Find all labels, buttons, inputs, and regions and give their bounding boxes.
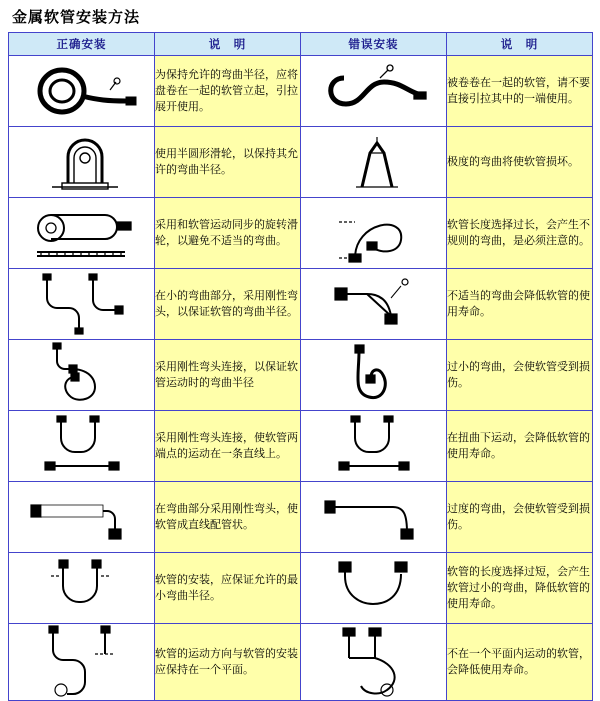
figure-installed-minimum-bend-radius	[9, 553, 155, 624]
table-row	[9, 482, 593, 553]
improper-tight-bend-at-fitting-icon	[301, 270, 446, 338]
description-text: 过小的弯曲，会使软管受到损伤。	[447, 340, 593, 411]
figure-hose-with-chain-and-pulley	[9, 198, 155, 269]
too-small-bend-radius-icon	[301, 341, 446, 409]
table-row	[9, 269, 593, 340]
coiled-hose-pulled-straight-icon	[301, 60, 446, 122]
table-header-row	[9, 33, 593, 56]
figure-motion-in-same-plane	[9, 624, 155, 701]
semicircular-guide-roller-icon	[9, 131, 154, 193]
figure-over-bent-straight-run	[301, 482, 447, 553]
installed-minimum-bend-radius-icon	[9, 556, 154, 620]
long-hose-irregular-loop-icon	[301, 202, 446, 264]
table-row	[9, 56, 593, 127]
rigid-elbow-small-bend-icon	[9, 270, 154, 338]
column-header-correct-install: 正确安装	[9, 33, 155, 56]
description-text: 软管的运动方向与软管的安装应保持在一个平面。	[155, 624, 301, 701]
description-text: 采用和软管运动同步的旋转滑轮，以避免不适当的弯曲。	[155, 198, 301, 269]
page-title: 金属软管安装方法	[12, 8, 141, 26]
description-text: 不适当的弯曲会降低软管的使用寿命。	[447, 269, 593, 340]
description-text: 不在一个平面内运动的软管，会降低使用寿命。	[447, 624, 593, 701]
excess-length-small-bend-icon	[301, 556, 446, 620]
description-text: 采用刚性弯头连接，以保证软管运动时的弯曲半径	[155, 340, 301, 411]
hose-with-chain-and-pulley-icon	[9, 202, 154, 264]
motion-in-same-plane-icon	[9, 624, 154, 700]
coiled-hose-on-reel-icon	[9, 60, 154, 122]
figure-long-hose-irregular-loop	[301, 198, 447, 269]
hose-installation-table	[8, 32, 593, 701]
table-row	[9, 127, 593, 198]
column-header-wrong-description: 说 明	[447, 33, 593, 56]
rigid-elbow-u-loop-icon	[9, 341, 154, 409]
description-text: 在小的弯曲部分，采用刚性弯头，以保证软管的弯曲半径。	[155, 269, 301, 340]
figure-improper-tight-bend-at-fitting	[301, 269, 447, 340]
description-text: 采用刚性弯头连接，使软管两端点的运动在一条直线上。	[155, 411, 301, 482]
column-header-wrong-install: 错误安装	[301, 33, 447, 56]
description-text: 软管的安装，应保证允许的最小弯曲半径。	[155, 553, 301, 624]
sharp-bend-over-edge-icon	[301, 131, 446, 193]
table-row	[9, 340, 593, 411]
figure-coiled-hose-pulled-straight	[301, 56, 447, 127]
figure-excess-length-small-bend	[301, 553, 447, 624]
figure-u-loop-straight-line-motion	[9, 411, 155, 482]
figure-sharp-bend-over-edge	[301, 127, 447, 198]
description-text: 极度的弯曲将使软管损坏。	[447, 127, 593, 198]
table-row	[9, 553, 593, 624]
description-text: 在弯曲部分采用刚性弯头，使软管成直线配管状。	[155, 482, 301, 553]
figure-straight-pipe-with-elbow	[9, 482, 155, 553]
description-text: 被卷卷在一起的软管，请不要直接引拉其中的一端使用。	[447, 56, 593, 127]
table-row	[9, 411, 593, 482]
description-text: 使用半圆形滑轮，以保持其允许的弯曲半径。	[155, 127, 301, 198]
over-bent-straight-run-icon	[301, 489, 446, 545]
table-row	[9, 624, 593, 701]
figure-twisted-u-loop	[301, 411, 447, 482]
figure-too-small-bend-radius	[301, 340, 447, 411]
u-loop-straight-line-motion-icon	[9, 412, 154, 480]
figure-motion-out-of-plane	[301, 624, 447, 701]
twisted-u-loop-icon	[301, 412, 446, 480]
description-text: 过度的弯曲，会使软管受到损伤。	[447, 482, 593, 553]
table-row	[9, 198, 593, 269]
straight-pipe-with-elbow-icon	[9, 489, 154, 545]
motion-out-of-plane-icon	[301, 624, 446, 700]
figure-rigid-elbow-u-loop	[9, 340, 155, 411]
figure-coiled-hose-on-reel	[9, 56, 155, 127]
column-header-correct-description: 说 明	[155, 33, 301, 56]
description-text: 软管的长度选择过短，会产生软管过小的弯曲，降低软管的使用寿命。	[447, 553, 593, 624]
description-text: 为保持允许的弯曲半径，应将盘卷在一起的软管立起，引拉展开使用。	[155, 56, 301, 127]
description-text: 在扭曲下运动，会降低软管的使用寿命。	[447, 411, 593, 482]
description-text: 软管长度选择过长，会产生不规则的弯曲，是必须注意的。	[447, 198, 593, 269]
figure-rigid-elbow-small-bend	[9, 269, 155, 340]
figure-semicircular-guide-roller	[9, 127, 155, 198]
